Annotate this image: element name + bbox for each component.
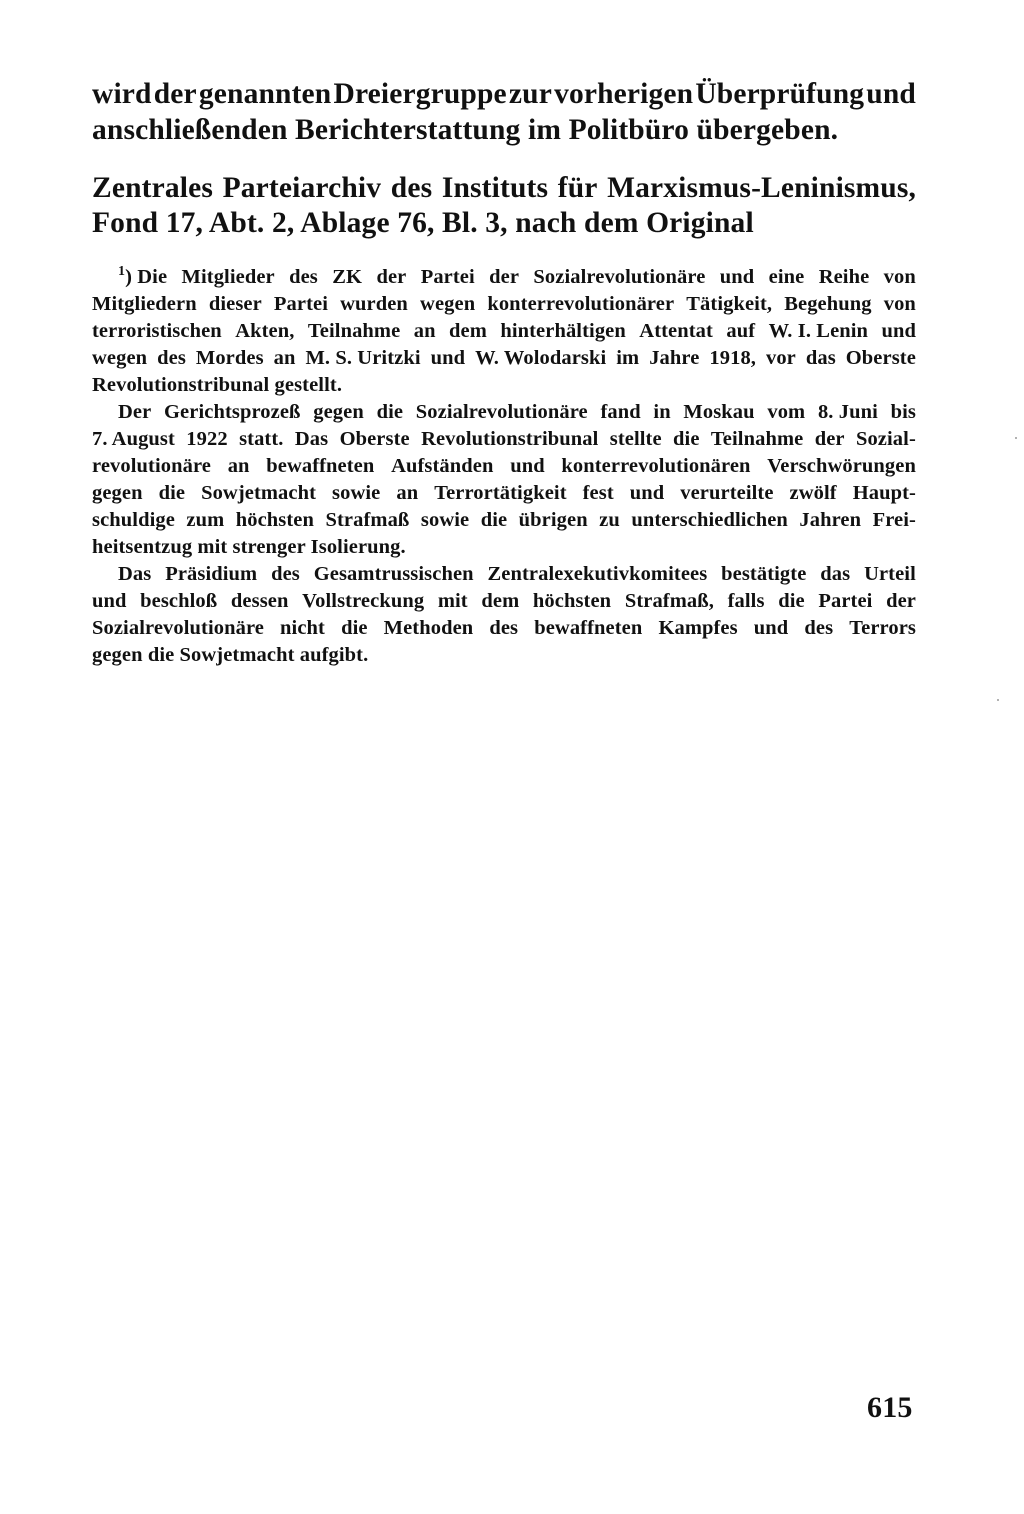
footnote-line-15: gegen die Sowjetmacht aufgibt. xyxy=(92,644,369,666)
word: terroristischen xyxy=(92,320,222,342)
word: zur xyxy=(508,78,552,110)
word: sowie xyxy=(332,482,381,504)
word: stellte xyxy=(609,428,662,450)
word: W. I. Lenin xyxy=(768,320,869,342)
word: revolutionäre xyxy=(92,455,211,477)
word: Oberste xyxy=(339,428,410,450)
word: vor xyxy=(765,347,796,369)
source-citation-line-2: Fond 17, Abt. 2, Ablage 76, Bl. 3, nach dem Original xyxy=(92,207,754,239)
word: W. Wolodarski xyxy=(475,347,607,369)
closing-text-line-1 xyxy=(92,80,916,110)
footnote-line-1 xyxy=(118,264,916,288)
word: beschloß xyxy=(140,590,218,612)
scan-speck xyxy=(997,699,999,701)
word: der xyxy=(376,266,407,288)
closing-text-line-2: anschließenden Berichterstattung im Politbüro übergeben. xyxy=(92,114,839,146)
word: die xyxy=(376,401,404,423)
word: vom xyxy=(767,401,806,423)
word: Terrortätigkeit xyxy=(434,482,567,504)
word: Mitgliedern xyxy=(92,293,197,315)
word: Überprüfung xyxy=(695,78,865,110)
word: Tätigkeit, xyxy=(686,293,773,315)
word: für xyxy=(557,172,598,204)
word: und xyxy=(510,455,545,477)
word: Gesamtrussischen xyxy=(313,563,474,585)
word: 1918, xyxy=(709,347,757,369)
footnote-line-14 xyxy=(92,618,916,639)
footnote-marker: 1 xyxy=(118,264,126,279)
word: Mordes xyxy=(195,347,264,369)
word: zu xyxy=(599,509,620,531)
word: zwölf xyxy=(789,482,837,504)
word: wurden xyxy=(340,293,408,315)
word: Zentralexekutivkomitees xyxy=(487,563,708,585)
word: übrigen xyxy=(518,509,588,531)
word: Begehung xyxy=(784,293,872,315)
word: M. S. Uritzki xyxy=(305,347,421,369)
word: hinterhältigen xyxy=(500,320,626,342)
word: bestätigte xyxy=(721,563,807,585)
word: Oberste xyxy=(845,347,916,369)
word: bewaffneten xyxy=(534,617,643,639)
word: von xyxy=(883,293,916,315)
word: das xyxy=(805,347,836,369)
word: die xyxy=(673,428,700,450)
word: gegen xyxy=(92,482,143,504)
word: Zentrales xyxy=(92,172,213,204)
word: Der xyxy=(118,401,152,423)
scan-speck xyxy=(1015,437,1017,439)
footnote-line-6 xyxy=(118,402,916,423)
word: an xyxy=(396,482,419,504)
word: Reihe xyxy=(818,266,870,288)
word: in xyxy=(653,401,671,423)
word: bewaffneten xyxy=(266,455,375,477)
word: des xyxy=(804,617,834,639)
word: unterschiedlichen xyxy=(631,509,788,531)
word: Teilnahme xyxy=(307,320,401,342)
word: Attentat xyxy=(639,320,713,342)
footnote-line-5: Revolutionstribunal gestellt. xyxy=(92,374,343,396)
word: der xyxy=(153,78,197,110)
word: fest xyxy=(582,482,614,504)
word: Sozialrevolutionäre xyxy=(415,401,588,423)
word: Strafmaß xyxy=(325,509,410,531)
word: und xyxy=(881,320,916,342)
word: Moskau xyxy=(683,401,755,423)
word: der xyxy=(814,428,845,450)
word: Gerichtsprozeß xyxy=(164,401,301,423)
word: die xyxy=(480,509,508,531)
word: statt. xyxy=(239,428,284,450)
word: Parteiarchiv xyxy=(222,172,382,204)
footnote-line-4 xyxy=(92,348,916,369)
word: des xyxy=(390,172,433,204)
word: von xyxy=(883,266,916,288)
word: der xyxy=(489,266,520,288)
word: Teilnahme xyxy=(710,428,804,450)
footnote-line-7 xyxy=(92,429,916,450)
word: die xyxy=(158,482,186,504)
word: auf xyxy=(726,320,756,342)
word: Akten, xyxy=(235,320,295,342)
word: wegen xyxy=(92,347,148,369)
word: Sozialrevolutionäre xyxy=(533,266,706,288)
word: konterrevolutionärer xyxy=(487,293,675,315)
word: das xyxy=(820,563,851,585)
word: sowie xyxy=(420,509,470,531)
word: eine xyxy=(768,266,805,288)
word: Instituts xyxy=(441,172,549,204)
word: konterrevolutionären xyxy=(561,455,751,477)
word: Partei xyxy=(273,293,329,315)
word: ZK xyxy=(332,266,363,288)
word: Urteil xyxy=(864,563,916,585)
word: dem xyxy=(449,320,487,342)
word: die xyxy=(341,617,368,639)
word: genannten xyxy=(198,78,332,110)
word: des xyxy=(289,266,318,288)
word: mit xyxy=(437,590,468,612)
word: nicht xyxy=(280,617,325,639)
word: Das xyxy=(118,563,152,585)
word: und xyxy=(753,617,789,639)
word: an xyxy=(273,347,296,369)
word: im xyxy=(616,347,640,369)
word: dem xyxy=(481,590,520,612)
word: höchsten xyxy=(532,590,612,612)
word: Partei xyxy=(420,266,475,288)
word: Dreiergruppe xyxy=(333,78,507,110)
word: 1) Die xyxy=(118,264,168,288)
word: Marxismus-Leninismus, xyxy=(607,172,916,204)
word: Terrors xyxy=(849,617,916,639)
word: an xyxy=(227,455,250,477)
word: verurteilte xyxy=(680,482,774,504)
word: der xyxy=(886,590,916,612)
footnote-line-2 xyxy=(92,294,916,315)
word: zum xyxy=(186,509,225,531)
footnote-line-8 xyxy=(92,456,916,477)
footnote-line-12 xyxy=(118,564,916,585)
word: Jahren xyxy=(799,509,862,531)
footnote-line-10 xyxy=(92,510,916,531)
word: wird xyxy=(92,78,152,110)
word: und xyxy=(866,78,916,110)
word: falls xyxy=(727,590,765,612)
word: höchsten xyxy=(235,509,315,531)
word: Methoden xyxy=(383,617,474,639)
word: Mitglieder xyxy=(181,266,275,288)
word: Verschwörungen xyxy=(767,455,916,477)
word: Das xyxy=(294,428,329,450)
word: Die xyxy=(137,266,168,288)
word: und xyxy=(92,590,127,612)
word: dessen xyxy=(230,590,289,612)
word: Frei- xyxy=(872,509,916,531)
footnote-line-9 xyxy=(92,483,916,504)
word: schuldige xyxy=(92,509,175,531)
footnote-line-11: heitsentzug mit strenger Isolierung. xyxy=(92,536,406,558)
word: Kampfes xyxy=(658,617,738,639)
word: Revolutionstribunal xyxy=(421,428,599,450)
word: Aufständen xyxy=(391,455,494,477)
word: 8. Juni xyxy=(817,401,878,423)
word: wegen xyxy=(420,293,476,315)
word: des xyxy=(489,617,519,639)
word: die xyxy=(778,590,805,612)
word: Haupt- xyxy=(852,482,916,504)
page-number: 615 xyxy=(867,1391,913,1424)
word: Strafmaß, xyxy=(624,590,714,612)
word: Jahre xyxy=(649,347,700,369)
word: bis xyxy=(890,401,916,423)
word: und xyxy=(629,482,665,504)
word: 7. August xyxy=(92,428,175,450)
word: vorherigen xyxy=(554,78,694,110)
footnote-line-13 xyxy=(92,591,916,612)
word: Präsidium xyxy=(165,563,258,585)
word: an xyxy=(413,320,436,342)
word: dieser xyxy=(208,293,262,315)
word: fand xyxy=(600,401,641,423)
word: 1922 xyxy=(186,428,228,450)
word: Sowjetmacht xyxy=(201,482,317,504)
word: Sozial- xyxy=(855,428,916,450)
word: und xyxy=(719,266,755,288)
word: und xyxy=(430,347,466,369)
word: gegen xyxy=(313,401,364,423)
word: Sozialrevolutionäre xyxy=(92,617,264,639)
footnote-line-3 xyxy=(92,321,916,342)
word: des xyxy=(271,563,300,585)
source-citation-line-1 xyxy=(92,174,916,204)
word: des xyxy=(157,347,186,369)
word: Partei xyxy=(818,590,873,612)
word: Vollstreckung xyxy=(302,590,425,612)
